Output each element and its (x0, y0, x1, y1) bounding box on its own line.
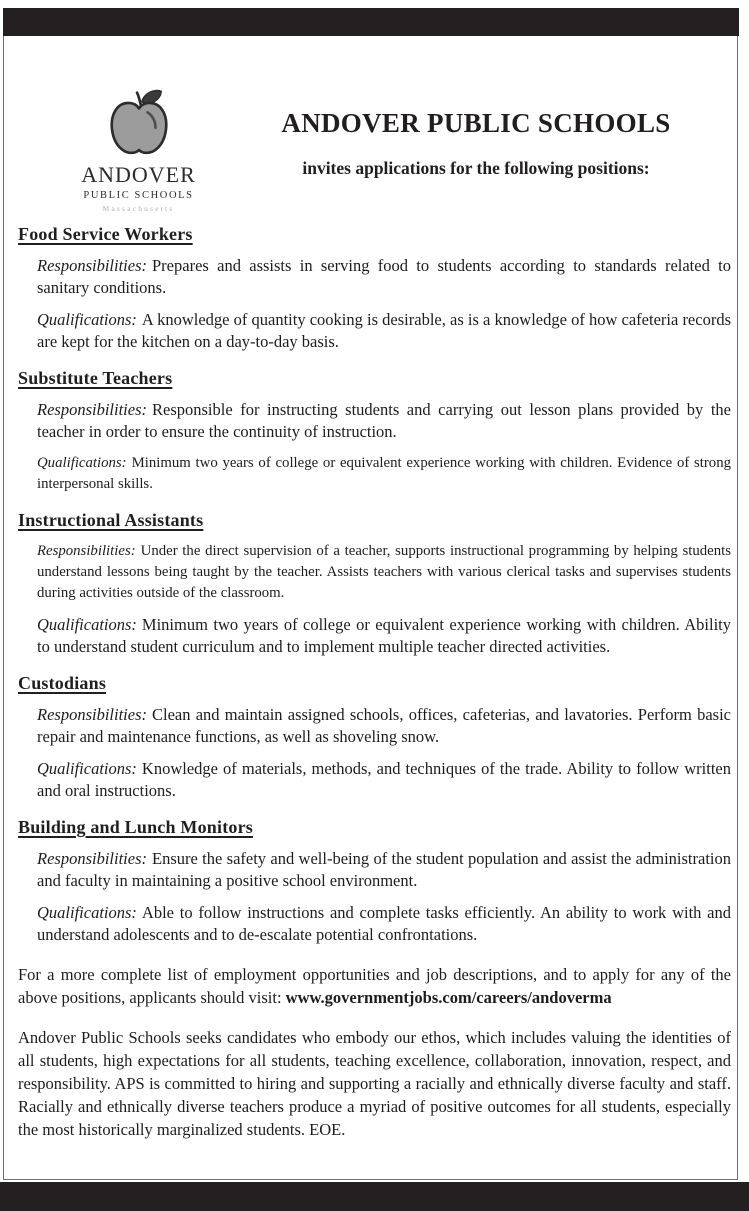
qualifications-paragraph (37, 758, 731, 802)
qualifications-label: Qualifications: (37, 310, 137, 329)
qualifications-text: Knowledge of materials, methods, and techniques of the trade. Ability to follow written and oral instructions. (37, 759, 731, 800)
logo-subname: PUBLIC SCHOOLS (83, 190, 194, 201)
responsibilities-text: Responsible for instructing students and carrying out lesson plans provided by the teacher in order to ensure the continuity of instruction. (37, 400, 731, 441)
qualifications-label: Qualifications: (37, 903, 137, 922)
qualifications-text: Able to follow instructions and complete tasks efficiently. An ability to work with and understand adolescents and to de-escalate potential confrontations. (37, 903, 731, 944)
logo-state: Massachusetts (102, 204, 175, 213)
responsibilities-text: Ensure the safety and well-being of the student population and assist the administration and faculty in maintaining a positive school environment. (37, 849, 731, 890)
responsibilities-text: Clean and maintain assigned schools, offices, cafeterias, and lavatories. Perform basic repair and maintenance functions, as well as shoveling snow. (37, 705, 731, 746)
bottom-black-bar (0, 1182, 749, 1211)
title-block (231, 108, 731, 179)
position-section-custodians (18, 673, 731, 802)
qualifications-label: Qualifications: (37, 615, 137, 634)
responsibilities-paragraph (37, 399, 731, 443)
eoe-paragraph: Andover Public Schools seeks candidates who embody our ethos, which includes valuing the identities of all students, high expectations for all students, teaching excellence, collaboration, innovation, respect, and responsibility. APS is committed to hiring and supporting a racially and ethnically diverse faculty and staff. Racially and ethnically diverse teachers produce a myriad of positive outcomes for all students, especially the most historically marginalized students. EOE. (18, 1028, 731, 1139)
qualifications-paragraph (37, 902, 731, 946)
responsibilities-paragraph (37, 848, 731, 892)
content-area (4, 36, 737, 1178)
responsibilities-text: Prepares and assists in serving food to students according to standards related to sanitary conditions. (37, 256, 731, 297)
logo-name: ANDOVER (81, 162, 196, 187)
apply-info-text: For a more complete list of employment opportunities and job descriptions, and to apply for any of the above positions, applicants should visit: (18, 965, 731, 1007)
qualifications-label: Qualifications: (37, 759, 137, 778)
position-section-substitute-teachers (18, 368, 731, 495)
responsibilities-label: Responsibilities: (37, 400, 147, 419)
position-section-instructional-assistants (18, 510, 731, 658)
position-section-building-and-lunch-monitors (18, 817, 731, 946)
qualifications-paragraph (37, 309, 731, 353)
position-title: Instructional Assistants (18, 510, 204, 530)
qualifications-paragraph (37, 614, 731, 658)
responsibilities-label: Responsibilities: (37, 256, 147, 275)
responsibilities-paragraph (37, 541, 731, 604)
position-title: Food Service Workers (18, 224, 193, 244)
qualifications-text: Minimum two years of college or equivalent experience working with children. Evidence of strong interpersonal skills. (37, 455, 731, 492)
masthead (18, 86, 731, 213)
qualifications-paragraph (37, 453, 731, 495)
responsibilities-label: Responsibilities: (37, 849, 147, 868)
page-subtitle: invites applications for the following positions: (302, 158, 650, 178)
position-title: Substitute Teachers (18, 368, 173, 388)
qualifications-label: Qualifications: (37, 455, 127, 471)
responsibilities-paragraph (37, 704, 731, 748)
qualifications-text: Minimum two years of college or equivalent experience working with children. Ability to understand student curriculum and to implement multiple teacher directed activities. (37, 615, 731, 656)
apply-info-paragraph (18, 963, 731, 1009)
top-black-bar (3, 8, 739, 36)
position-title: Building and Lunch Monitors (18, 817, 253, 837)
district-logo (46, 86, 231, 213)
page-title: ANDOVER PUBLIC SCHOOLS (281, 108, 671, 138)
position-title: Custodians (18, 673, 107, 693)
responsibilities-label: Responsibilities: (37, 705, 147, 724)
qualifications-text: A knowledge of quantity cooking is desirable, as is a knowledge of how cafeteria records are kept for the kitchen on a day-to-day basis. (37, 310, 731, 351)
position-section-food-service-workers (18, 224, 731, 353)
responsibilities-label: Responsibilities: (37, 543, 136, 559)
apply-url: www.governmentjobs.com/careers/andoverma (285, 988, 612, 1007)
apple-icon (106, 86, 172, 160)
responsibilities-text: Under the direct supervision of a teacher, supports instructional programming by helping students understand lessons being taught by the teacher. Assists teachers with various clerical tasks and supervises students during activities outside of the classroom. (37, 543, 731, 601)
responsibilities-paragraph (37, 255, 731, 299)
